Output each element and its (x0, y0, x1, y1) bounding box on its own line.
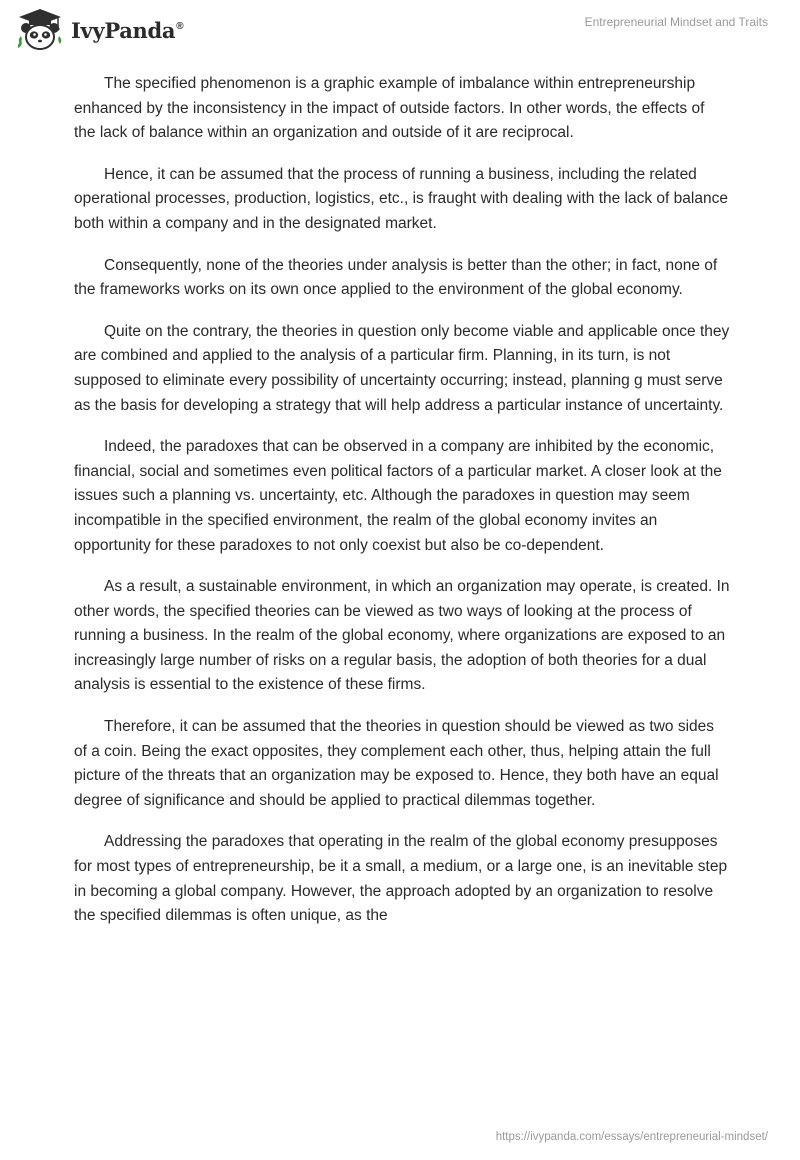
paragraph: Therefore, it can be assumed that the theories in question should be viewed as two sides of a coin. Being the exact opposites, they complement each other, thus, helping attain the full picture of the threats that an organization may be exposed to. Hence, they both have an equal degree of significance and should be applied to practical dilemmas together. (74, 718, 719, 809)
paragraph: The specified phenomenon is a graphic example of imbalance within entrepreneurship enhanced by the inconsistency in the impact of outside factors. In other words, the effects of the lack of balance within an organization and outside of it are reciprocal. (74, 75, 705, 142)
document-title: Entrepreneurial Mindset and Traits (584, 15, 768, 29)
paragraph: As a result, a sustainable environment, in which an organization may operate, is created. In other words, the specified theories can be viewed as two ways of looking at the process of running a business. In the realm of the global economy, where organizations are exposed to an increasingly large number of risks on a regular basis, the adoption of both theories for a dual analysis is essential to the existence of these firms. (74, 578, 730, 694)
source-url[interactable]: https://ivypanda.com/essays/entrepreneurial-mindset/ (495, 1131, 768, 1143)
paragraph: Consequently, none of the theories under analysis is better than the other; in fact, none of the frameworks works on its own once applied to the environment of the global economy. (74, 256, 718, 299)
brand-name: IvyPanda® (71, 17, 184, 43)
paragraph: Hence, it can be assumed that the process of running a business, including the related operational processes, production, logistics, etc., is fraught with dealing with the lack of balance both within a company and in the designated market. (74, 165, 728, 232)
essay-body (74, 72, 730, 946)
paragraph: Addressing the paradoxes that operating in the realm of the global economy presupposes for most types of entrepreneurship, be it a small, a medium, or a large one, is an inevitable step in becoming a global company. However, the approach adopted by an organization to resolve the specified dilemmas is often unique, as the (74, 833, 728, 925)
panda-graduate-icon (14, 6, 66, 52)
paragraph: Quite on the contrary, the theories in question only become viable and applicable once they are combined and applied to the analysis of a particular firm. Planning, in its turn, is not supposed to eliminate every possibility of uncertainty occurring; instead, planning g must serve as the basis for developing a strategy that will help address a particular instance of uncertainty. (74, 322, 730, 414)
page-header (0, 0, 800, 64)
ivypanda-logo[interactable] (14, 6, 183, 52)
paragraph: Indeed, the paradoxes that can be observed in a company are inhibited by the economic, financial, social and sometimes even political factors of a particular market. A closer look at the issues such a planning vs. uncertainty, etc. Although the paradoxes in question may seem incompatible in the specified environment, the realm of the global economy invites an opportunity for these paradoxes to not only coexist but also be co-dependent. (74, 438, 722, 554)
